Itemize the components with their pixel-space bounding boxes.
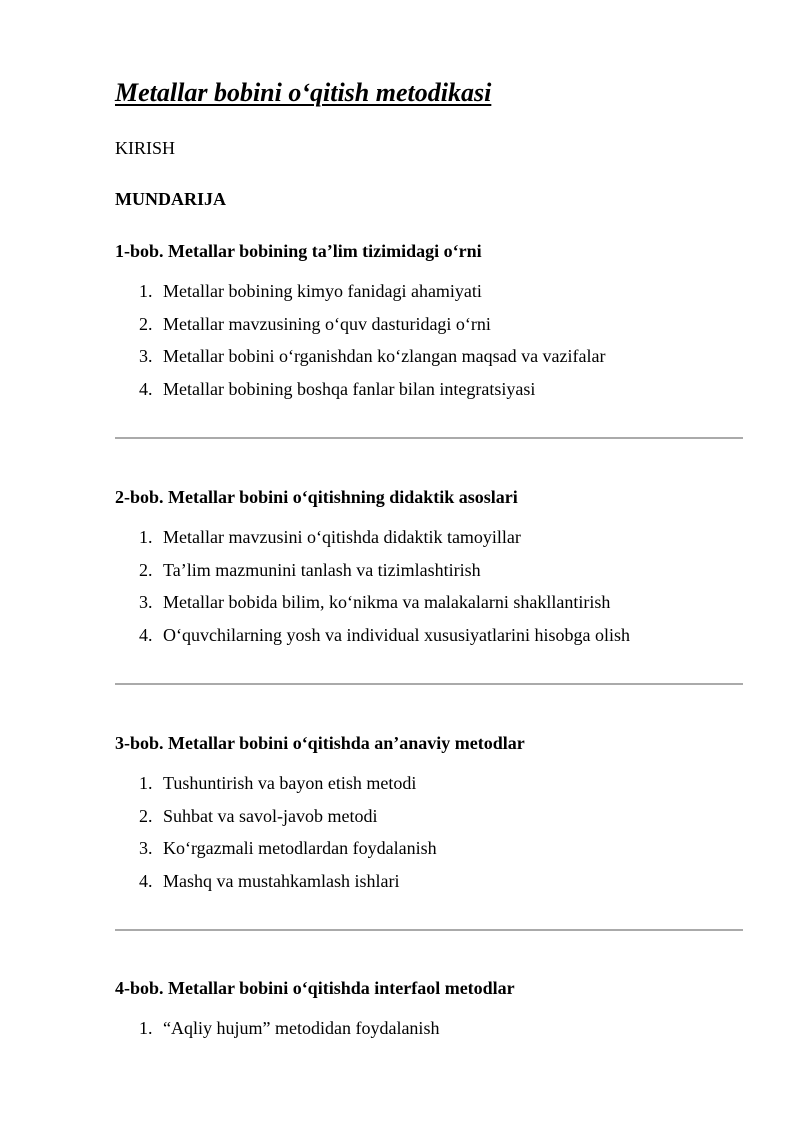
list-item-text: O‘quvchilarning yosh va individual xususiyatlarini hisobga olish [163,624,630,645]
list-item-number: 3. [139,838,153,858]
list-item [115,591,630,624]
list-item-number: 2. [139,313,153,334]
list-item-number: 3. [139,346,153,366]
list-item-text: Ta’lim mazmunini tanlash va tizimlashtirish [163,559,481,580]
chapter-4 [115,977,743,1038]
list-item-number: 1. [139,1018,153,1038]
list-item [115,624,630,657]
document-title: Metallar bobini o‘qitish metodikasi [115,78,492,107]
list-item-text: Metallar bobida bilim, ko‘nikma va malakalarni shakllantirish [163,592,611,612]
chapter-item-list [115,526,630,656]
list-item [115,280,606,313]
list-item-text: Metallar bobining kimyo fanidagi ahamiyati [163,281,482,301]
chapter-title: 4-bob. Metallar bobini o‘qitishda interfaol metodlar [115,978,515,998]
chapter-1 [115,240,743,399]
list-item-text: Suhbat va savol-javob metodi [163,805,378,826]
chapter-item-list [115,772,437,902]
list-item-text: Metallar bobining boshqa fanlar bilan integratsiyasi [163,378,536,399]
list-item-text: Metallar mavzusining o‘quv dasturidagi o‘rni [163,313,491,334]
chapter-2 [115,486,743,645]
list-item [115,313,606,346]
list-item [115,837,437,870]
list-item-text: Mashq va mustahkamlash ishlari [163,870,400,891]
list-item-number: 1. [139,281,153,301]
chapter-3 [115,732,743,891]
list-item-text: Metallar bobini o‘rganishdan ko‘zlangan maqsad va vazifalar [163,346,606,366]
chapter-item-list [115,280,606,410]
list-item-number: 2. [139,805,153,826]
list-item [115,805,437,838]
list-item-number: 3. [139,592,153,612]
list-item-number: 1. [139,773,153,793]
list-item-text: Ko‘rgazmali metodlardan foydalanish [163,838,437,858]
list-item [115,345,606,378]
list-item [115,526,630,559]
list-item [115,378,606,411]
list-item [115,870,437,903]
list-item-number: 4. [139,378,153,399]
list-item-text: Tushuntirish va bayon etish metodi [163,773,417,793]
list-item [115,559,630,592]
chapter-title: 3-bob. Metallar bobini o‘qitishda an’anaviy metodlar [115,733,525,753]
chapter-title: 2-bob. Metallar bobini o‘qitishning didaktik asoslari [115,487,518,507]
section-divider [115,437,743,439]
list-item-number: 1. [139,527,153,547]
section-divider [115,929,743,931]
list-item-number: 4. [139,870,153,891]
list-item-text: Metallar mavzusini o‘qitishda didaktik tamoyillar [163,527,521,547]
list-item [115,772,437,805]
intro-heading: KIRISH [115,138,176,158]
table-of-contents-heading: MUNDARIJA [115,189,226,209]
list-item-number: 2. [139,559,153,580]
list-item-number: 4. [139,624,153,645]
section-divider [115,683,743,685]
chapter-item-list [115,1017,439,1050]
chapter-title: 1-bob. Metallar bobining ta’lim tizimidagi o‘rni [115,241,482,261]
list-item [115,1017,439,1050]
list-item-text: “Aqliy hujum” metodidan foydalanish [163,1018,440,1038]
